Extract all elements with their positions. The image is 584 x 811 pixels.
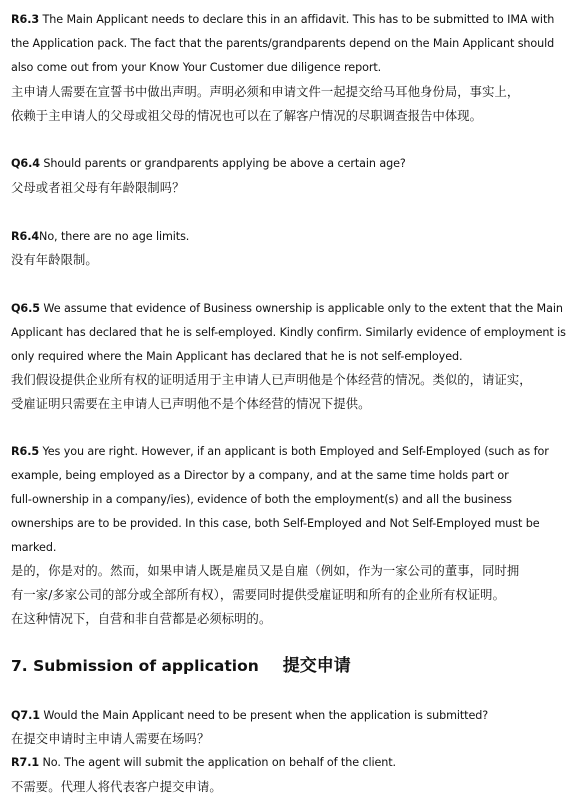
- section-7-title-zh: 提交申请: [282, 656, 351, 676]
- r65-label: R6.5: [11, 445, 40, 458]
- q65-zh-2: 受雇证明只需要在主申请人已声明他不是个体经营的情况下提供。: [11, 397, 371, 411]
- q71-label: Q7.1: [11, 709, 40, 722]
- r65-en-2: example, being employed as a Director by a company, and at the same time holds part or: [11, 469, 509, 482]
- q65-zh-1: 我们假设提供企业所有权的证明适用于主申请人已声明他是个体经营的情况。类似的，请证实，: [11, 373, 532, 387]
- q64-zh-1: 父母或者祖父母有年龄限制吗？: [11, 181, 185, 195]
- r63-en-1: The Main Applicant needs to declare this in an affidavit. This has to be submitted to IMA with: [39, 13, 555, 26]
- r63-label: R6.3: [11, 13, 40, 26]
- section-7-heading: [11, 656, 351, 676]
- q65-en-1: We assume that evidence of Business ownership is applicable only to the extent that the Main: [39, 302, 563, 315]
- q65-en-2: Applicant has declared that he is self-employed. Kindly confirm. Similarly evidence of employment is: [11, 326, 566, 339]
- r64-en-1: No, there are no age limits.: [39, 230, 190, 243]
- r63-zh-2: 依赖于主申请人的父母或祖父母的情况也可以在了解客户情况的尽职调查报告中体现。: [11, 109, 483, 123]
- q64-label: Q6.4: [11, 157, 40, 170]
- r71-line-1: [11, 756, 396, 770]
- q65-line-1: [11, 302, 563, 316]
- r65-en-4: ownerships are to be provided. In this case, both Self-Employed and Not Self-Employed must be: [11, 517, 540, 530]
- r65-zh-2: 有一家/多家公司的部分或全部所有权），需要同时提供受雇证明和所有的企业所有权证明。: [11, 588, 505, 602]
- r63-en-3: also come out from your Know Your Customer due diligence report.: [11, 61, 382, 74]
- r65-en-5: marked.: [11, 541, 57, 554]
- r65-en-1: Yes you are right. However, if an applicant is both Employed and Self-Employed (such as for: [39, 445, 549, 458]
- r71-zh-1: 不需要。代理人将代表客户提交申请。: [11, 780, 222, 794]
- r64-line-1: [11, 230, 189, 244]
- r63-en-2: the Application pack. The fact that the parents/grandparents depend on the Main Applicant should: [11, 37, 555, 50]
- q64-en-1: Should parents or grandparents applying be above a certain age?: [39, 157, 406, 170]
- r63-line-1: [11, 13, 554, 27]
- q71-zh-1: 在提交申请时主申请人需要在场吗？: [11, 732, 210, 746]
- r63-zh-1: 主申请人需要在宣誓书中做出声明。声明必须和申请文件一起提交给马耳他身份局，事实上，: [11, 85, 520, 99]
- q71-line-1: [11, 709, 488, 723]
- r65-zh-3: 在这种情况下，自营和非自营都是必须标明的。: [11, 612, 272, 626]
- r64-zh-1: 没有年龄限制。: [11, 253, 98, 267]
- q64-line-1: [11, 157, 406, 171]
- r71-en-1: No. The agent will submit the application on behalf of the client.: [39, 756, 397, 769]
- section-7-title-en: 7. Submission of application: [11, 657, 259, 675]
- r71-label: R7.1: [11, 756, 40, 769]
- r64-label: R6.4: [11, 230, 40, 243]
- q71-en-1: Would the Main Applicant need to be present when the application is submitted?: [39, 709, 489, 722]
- r65-zh-1: 是的，你是对的。然而，如果申请人既是雇员又是自雇（例如，作为一家公司的董事，同时拥: [11, 564, 520, 578]
- q65-en-3: only required where the Main Applicant has declared that he is not self-employed.: [11, 350, 463, 363]
- r65-en-3: full-ownership in a company/ies), evidence of both the employment(s) and all the business: [11, 493, 512, 506]
- q65-label: Q6.5: [11, 302, 40, 315]
- r65-line-1: [11, 445, 549, 459]
